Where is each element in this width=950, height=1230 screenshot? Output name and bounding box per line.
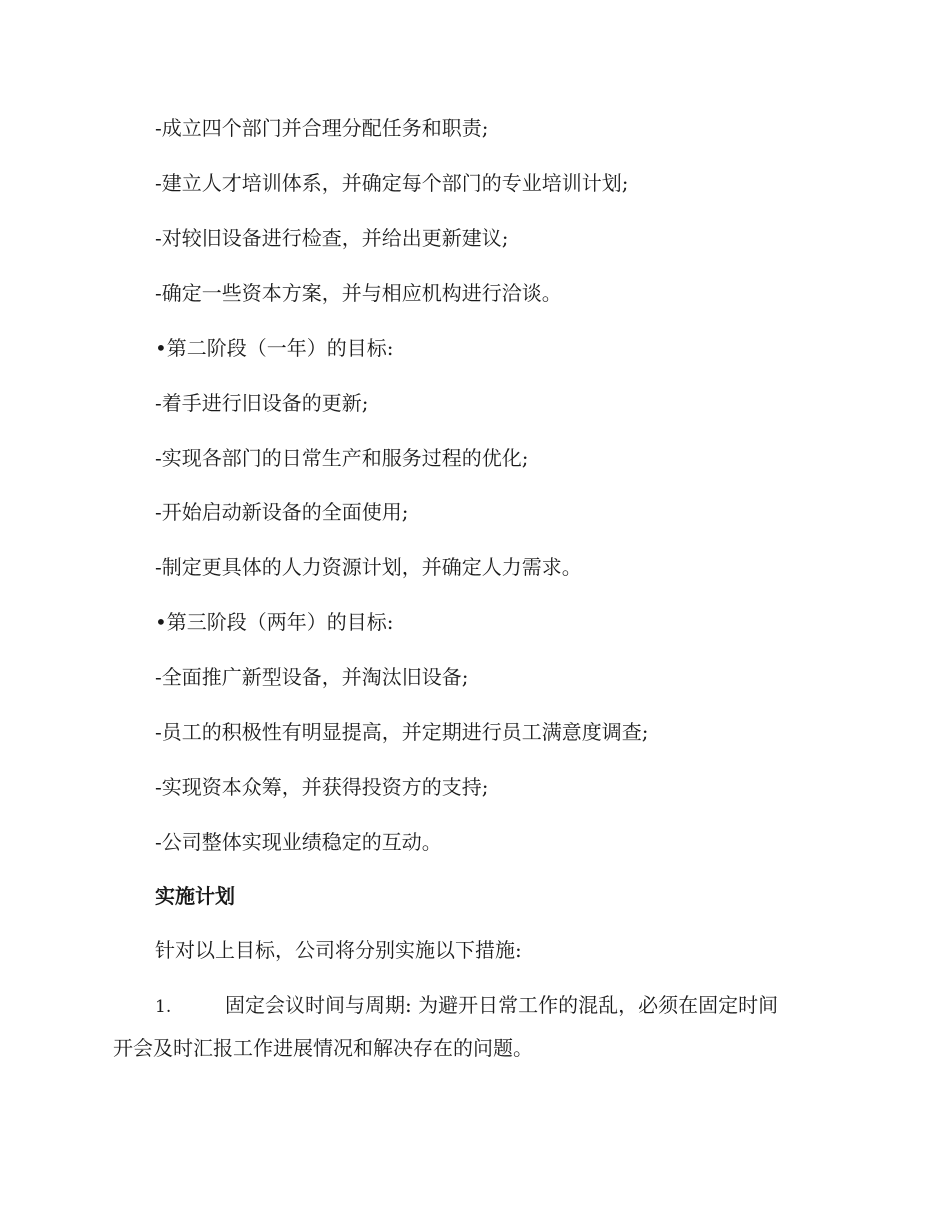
bullet-line: -建立人才培训体系，并确定每个部门的专业培训计划; xyxy=(155,171,629,195)
bullet-line: -实现各部门的日常生产和服务过程的优化; xyxy=(155,446,529,470)
item-number: 1. xyxy=(155,997,172,1017)
bullet-line: -着手进行旧设备的更新; xyxy=(155,391,369,415)
bullet-line: -公司整体实现业绩稳定的互动。 xyxy=(155,830,442,854)
bullet-line: -成立四个部门并合理分配任务和职责; xyxy=(155,116,489,140)
section-heading: 实施计划 xyxy=(155,884,235,908)
bullet-line: -确定一些资本方案，并与相应机构进行洽谈。 xyxy=(155,281,562,305)
phase-heading: •第二阶段（一年）的目标: xyxy=(155,336,394,360)
bullet-line: -员工的积极性有明显提高，并定期进行员工满意度调查; xyxy=(155,720,649,744)
bullet-line: -对较旧设备进行检查，并给出更新建议; xyxy=(155,226,509,250)
item-text-line2: 开会及时汇报工作进展情况和解决存在的问题。 xyxy=(113,1036,533,1060)
bullet-line: -制定更具体的人力资源计划，并确定人力需求。 xyxy=(155,555,582,579)
phase-heading: •第三阶段（两年）的目标: xyxy=(155,610,394,634)
numbered-item xyxy=(155,991,835,1021)
bullet-line: -全面推广新型设备，并淘汰旧设备; xyxy=(155,665,469,689)
bullet-line: -开始启动新设备的全面使用; xyxy=(155,500,409,524)
item-text-line1: 固定会议时间与周期: 为避开日常工作的混乱，必须在固定时间 xyxy=(225,993,779,1017)
bullet-line: -实现资本众筹，并获得投资方的支持; xyxy=(155,775,489,799)
intro-paragraph: 针对以上目标，公司将分别实施以下措施: xyxy=(155,938,522,962)
